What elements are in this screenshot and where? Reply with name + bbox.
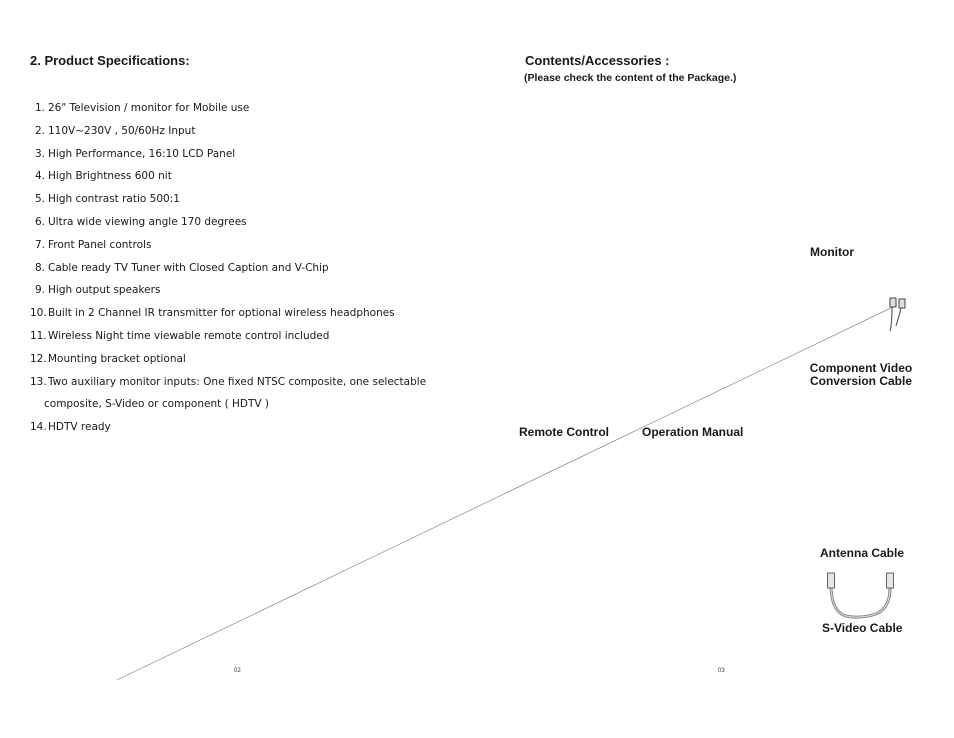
product-specifications-title: 2. Product Specifications: (30, 53, 190, 68)
spec-item-number: 4. (34, 170, 45, 183)
monitor-label: Monitor (810, 245, 854, 259)
contents-accessories-title: Contents/Accessories : (525, 53, 670, 68)
spec-item-text: Cable ready TV Tuner with Closed Caption and V-Chip (48, 261, 329, 274)
s-video-cable-label: S-Video Cable (822, 621, 903, 635)
spec-item-number: 8. (34, 261, 45, 274)
component-label-line1: Component Video (809, 361, 913, 375)
page-number-left: 02 (234, 668, 241, 674)
remote-control-label: Remote Control (519, 425, 609, 439)
spec-item-text: Two auxiliary monitor inputs: One fixed NTSC composite, one selectable (48, 375, 427, 388)
spec-item-text: 26" Television / monitor for Mobile use (48, 102, 250, 114)
operation-manual-label: Operation Manual (642, 425, 744, 439)
spec-item-number: 2. (34, 124, 45, 137)
spec-item-number: 3. (34, 147, 45, 160)
spec-item-text: Built in 2 Channel IR transmitter for optional wireless headphones (48, 307, 395, 320)
contents-subtitle: (Please check the content of the Package.) (524, 72, 737, 84)
spec-item-text: High Performance, 16:10 LCD Panel (48, 147, 236, 160)
spec-item-number: 10. (30, 307, 47, 320)
spec-item-text: HDTV ready (48, 421, 111, 434)
spec-item-number: 14. (30, 421, 47, 434)
spec-item-text: Mounting bracket optional (48, 352, 186, 365)
spec-item-text: 110V~230V , 50/60Hz Input (48, 124, 196, 137)
diagonal-line (117, 305, 897, 680)
spec-item-number: 12. (30, 352, 47, 365)
spec-item-text: Ultra wide viewing angle 170 degrees (48, 215, 247, 228)
spec-item-number: 1. (34, 102, 45, 114)
spec-item-text: Wireless Night time viewable remote control included (48, 329, 330, 342)
spec-item-text: composite, S-Video or component ( HDTV ) (44, 398, 270, 411)
spec-item-number: 5. (34, 193, 45, 206)
spec-item-text: Front Panel controls (48, 238, 152, 251)
s-video-cable-icon (828, 573, 894, 617)
spec-item-text: High output speakers (48, 284, 161, 297)
spec-item-number: 11. (30, 329, 47, 342)
component-label-line2: Conversion Cable (809, 374, 913, 388)
page-number-right: 03 (718, 668, 725, 674)
component-video-cable-icon (890, 298, 905, 331)
antenna-cable-label: Antenna Cable (820, 546, 905, 560)
spec-item-number: 6. (34, 215, 45, 228)
spec-item-number: 9. (34, 284, 45, 297)
spec-item-number: 7. (34, 238, 45, 251)
spec-item-number: 13. (30, 375, 47, 388)
spec-item-text: High Brightness 600 nit (48, 170, 172, 183)
spec-item-text: High contrast ratio 500:1 (48, 193, 180, 206)
